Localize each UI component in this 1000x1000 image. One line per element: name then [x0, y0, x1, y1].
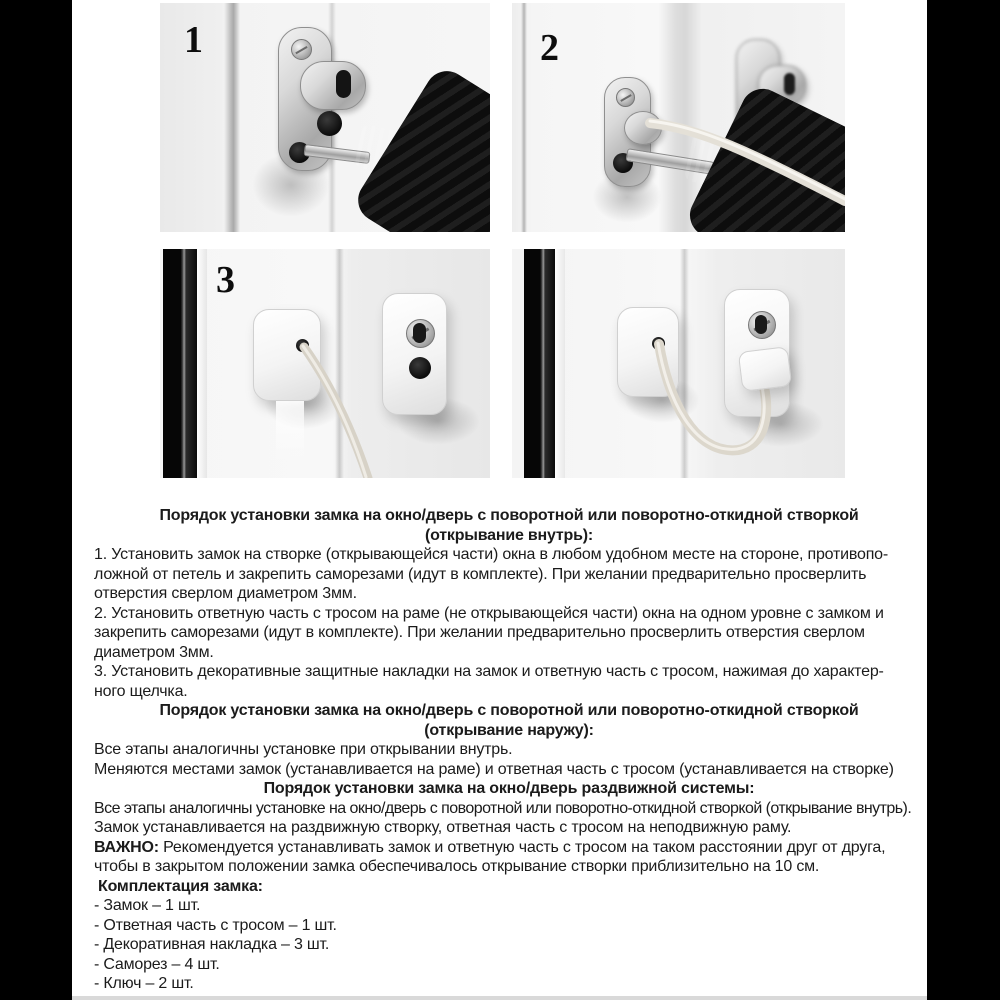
sliding-line2: Замок устанавливается на раздвижную створку, ответная часть с тросом на неподвижную раму.	[94, 819, 792, 836]
kit-item-screws: - Саморез – 4 шт.	[94, 955, 220, 973]
step1-line2: ложной от петель и закрепить саморезами (идут в комплекте). При желании предварительно просверлить	[94, 565, 867, 583]
photo-step-2-install-keeper	[512, 3, 845, 232]
important-line1	[94, 838, 924, 858]
photo-step-3-covers-installed	[160, 249, 490, 478]
lock-cylinder	[300, 61, 366, 110]
kit-item-keys: - Ключ – 2 шт.	[94, 975, 194, 992]
step-number-1: 1	[184, 19, 203, 61]
left-letterbox-bar	[0, 0, 72, 1000]
frame-edge-line	[224, 3, 240, 232]
step1-line3: отверстия сверлом диаметром 3мм.	[94, 585, 357, 602]
step2-line1: 2. Установить ответную часть с тросом на раме (не открывающейся части) окна на одном уровне с замком и	[94, 604, 884, 622]
important-text: Рекомендуется устанавливать замок и ответную часть с тросом на таком расстоянии друг от друга,	[158, 838, 886, 856]
heading-swing-outward-line2: (открывание наружу):	[424, 721, 594, 739]
outward-line2: Меняются местами замок (устанавливается на раме) и ответная часть с тросом (устанавливается на створке)	[94, 760, 894, 778]
right-letterbox-bar	[927, 0, 1000, 1000]
outward-line1: Все этапы аналогичны установке при открывании внутрь.	[94, 741, 513, 758]
lock-button	[317, 111, 342, 136]
heading-swing-inward-line1: Порядок установки замка на окно/дверь с поворотной или поворотно-откидной створкой	[159, 507, 859, 524]
heading-swing-inward-line2: (открывание внутрь):	[424, 526, 594, 544]
kit-heading: Комплектация замка:	[98, 877, 263, 895]
step3-line2: ного щелчка.	[94, 682, 188, 700]
kit-item-decorative-cover: - Декоративная накладка – 3 шт.	[94, 936, 330, 953]
step2-line3: диаметром 3мм.	[94, 643, 214, 661]
instructions-text	[94, 506, 924, 994]
step1-line1: 1. Установить замок на створке (открывающейся части) окна в любом удобном месте на стороне, противопо-	[94, 546, 888, 563]
step-number-2: 2	[540, 27, 559, 69]
bottom-edge-strip	[72, 996, 927, 1000]
step3-line1: 3. Установить декоративные защитные накладки на замок и ответную часть с тросом, нажимая до характер-	[94, 663, 884, 680]
step2-line2: закрепить саморезами (идут в комплекте). При желании предварительно просверлить отверстия сверлом	[94, 624, 865, 641]
cable	[160, 249, 490, 478]
kit-item-lock: - Замок – 1 шт.	[94, 897, 201, 914]
heading-swing-outward-line1: Порядок установки замка на окно/дверь с поворотной или поворотно-откидной створкой	[159, 702, 859, 719]
photo-step-1-install-lock	[160, 3, 490, 232]
keyhole	[336, 70, 351, 98]
sliding-line1: Все этапы аналогичны установке на окно/дверь с поворотной или поворотно-откидной створкой (открывание внутрь).	[94, 799, 912, 817]
important-line2: чтобы в закрытом положении замка обеспечивалось открывание створки приблизительно на 10 см.	[94, 858, 820, 875]
lock-top-screw	[291, 39, 312, 60]
photo-finished-installation	[512, 249, 845, 478]
step-number-3: 3	[216, 259, 235, 301]
cable	[512, 3, 845, 232]
lock-knob	[738, 346, 793, 392]
important-label: ВАЖНО:	[94, 838, 159, 856]
kit-item-keeper-cable: - Ответная часть с тросом – 1 шт.	[94, 916, 337, 934]
cable	[512, 249, 845, 478]
heading-sliding-system: Порядок установки замка на окно/дверь раздвижной системы:	[263, 780, 755, 797]
